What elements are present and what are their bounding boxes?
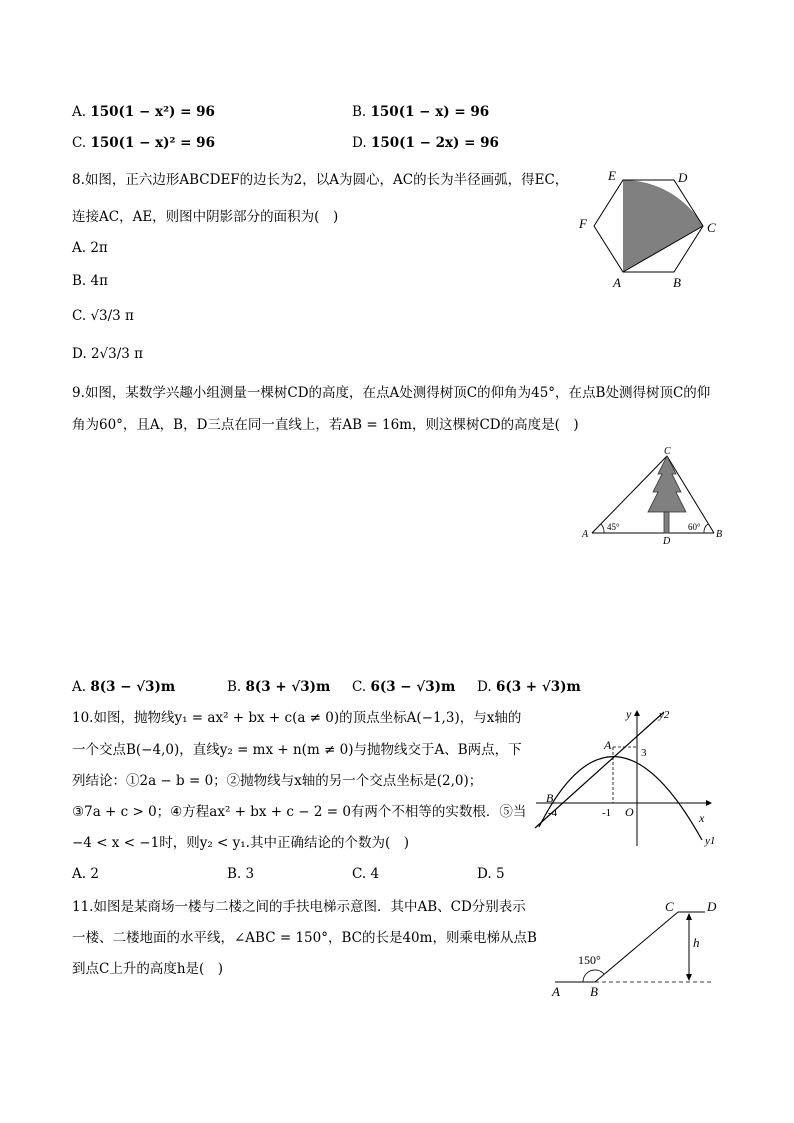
label-f: F [579,216,587,231]
label-a: A [613,275,621,290]
label-point-a: A [604,738,612,752]
q11-escalator-figure [548,895,728,1001]
label-c: C [664,446,671,457]
label-y-axis: y [626,707,632,721]
shaded-sector [623,180,703,272]
tick-label-neg1: -1 [602,807,612,819]
label-y1: y1 [705,835,716,847]
label-y2: y2 [659,709,670,721]
label-b: B [673,275,681,290]
q7-option-d: D. 150(1 − 2x) = 96 [352,135,499,151]
q9-tree-figure [578,444,728,548]
escalator-bc [595,912,678,982]
y-axis-arrow [634,710,640,716]
q10-option-a: A. 2 [72,866,99,882]
q7-option-a: A. 150(1 − x²) = 96 [72,104,215,120]
label-a: A [552,984,560,999]
q10-stem-line1: 10.如图，抛物线y₁ = ax² + bx + c(a ≠ 0)的顶点坐标A(−1,3)，与x轴的 [72,710,522,726]
label-point-b: B [546,791,554,805]
q10-stem-line3: 列结论：①2a − b = 0；②抛物线与x轴的另一个交点坐标是(2,0)； [72,773,483,789]
q11-stem-line1: 11.如图是某商场一楼与二楼之间的手扶电梯示意图．其中AB、CD分别表示 [72,899,526,915]
x-axis-arrow [706,800,712,806]
q11-stem-line3: 到点C上升的高度h是( ) [72,961,224,977]
tree [648,456,686,533]
label-c: C [665,899,674,914]
label-x-axis: x [699,811,705,825]
parabola-y1 [539,757,702,840]
tick-label-neg4: -4 [548,807,558,819]
label-a: A [582,529,589,540]
label-e: E [608,168,616,183]
height-arrow-top [686,913,692,920]
q11-stem-line2: 一楼、二楼地面的水平线，∠ABC = 150°，BC的长是40m，则乘电梯从点B [72,930,537,946]
q10-stem-line5: −4 < x < −1时，则y₂ < y₁.其中正确结论的个数为( ) [72,835,409,851]
q8-option-d: D. 2√3/3 π [72,346,144,362]
q10-option-c: C. 4 [352,866,380,882]
label-h: h [693,935,700,950]
q8-option-c: C. √3/3 π [72,308,134,324]
label-origin: O [625,805,634,819]
label-c: C [707,220,716,235]
label-d: D [663,536,671,547]
q8-option-b: B. 4π [72,273,108,289]
q9-option-c: C. 6(3 − √3)m [352,679,456,695]
tick-label-3: 3 [641,747,647,759]
q9-stem-line2: 角为60°，且A，B，D三点在同一直线上，若AB = 16m，则这棵树CD的高度是( ) [72,417,579,433]
q10-parabola-figure [530,700,730,850]
q9-option-a: A. 8(3 − √3)m [72,679,176,695]
sight-line-a [592,456,667,533]
q9-stem-line1: 9.如图，某数学兴趣小组测量一棵树CD的高度，在点A处测得树顶C的仰角为45°，在点B处测得树顶C的仰 [72,385,711,401]
q7-option-b: B. 150(1 − x) = 96 [352,104,490,120]
label-d: D [707,899,717,914]
q9-option-b: B. 8(3 + √3)m [227,679,331,695]
q8-stem-line2: 连接AC，AE，则图中阴影部分的面积为( ) [72,209,339,225]
angle-label: 150° [578,953,601,967]
angle-arc-a [601,524,604,533]
height-arrow-bottom [686,974,692,981]
angle-45: 45° [607,522,620,532]
angle-60: 60° [688,522,701,532]
q10-option-b: B. 3 [227,866,255,882]
q8-stem-line1: 8.如图，正六边形ABCDEF的边长为2，以A为圆心，AC的长为半径画弧，得EC， [72,172,569,188]
q8-hexagon-figure [572,166,722,292]
q10-stem-line2: 一个交点B(−4,0)，直线y₂ = mx + n(m ≠ 0)与抛物线交于A、B两点，下 [72,742,522,758]
angle-arc [583,970,604,982]
q10-option-d: D. 5 [477,866,505,882]
label-b: B [590,984,598,999]
label-d: D [678,170,688,185]
q10-stem-line4: ③7a + c > 0；④方程ax² + bx + c − 2 = 0有两个不相等的实数根．⑤当 [72,804,527,820]
label-b: B [716,529,723,540]
q8-option-a: A. 2π [72,240,108,256]
q7-option-c: C. 150(1 − x)² = 96 [72,135,215,151]
angle-arc-b [704,524,708,533]
q9-option-d: D. 6(3 + √3)m [477,679,581,695]
